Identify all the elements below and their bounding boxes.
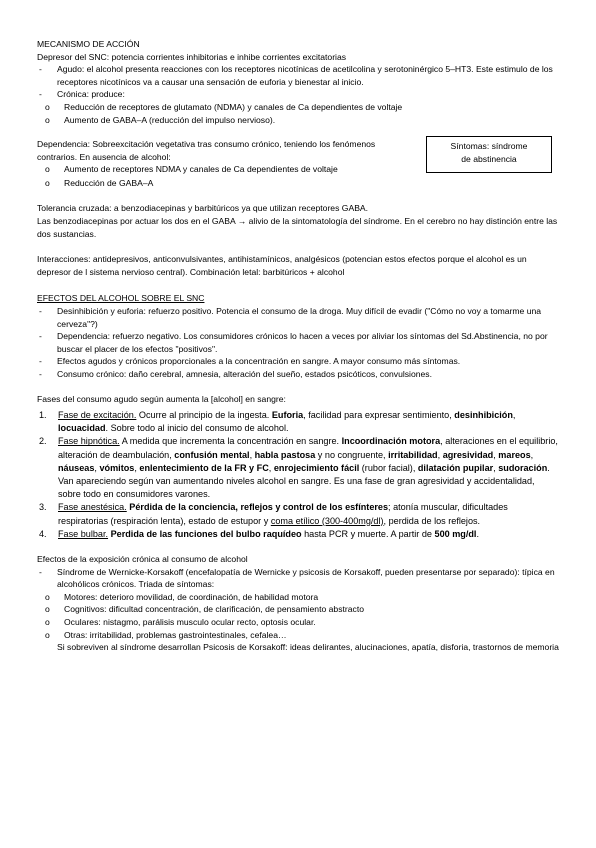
efectos-snc-section [37, 292, 559, 380]
efectos-snc-item: - Dependencia: refuerzo negativo. Los consumidores crónicos lo hacen a veces por aliviar los síntomas del Sd.Abstinencia, no por buscar el placer de los efectos "positivos". [37, 330, 559, 355]
fase-title: Fase anestésica. [58, 502, 127, 513]
fase-text: (rubor facial), [359, 462, 418, 473]
fase-bold: sudoración [498, 462, 548, 473]
mecanismo-line1: Depresor del SNC: potencia corrientes inhibitorias e inhibe corrientes excitatorias [37, 51, 347, 62]
fase-bold: irritabilidad [388, 449, 438, 460]
fase-text: , [512, 410, 516, 421]
mecanismo-list [37, 63, 559, 126]
fase-bold: enrojecimiento fácil [273, 462, 360, 473]
fase-item-3: 3. Fase anestésica. Pérdida de la conciencia, reflejos y control de los esfínteres; atonía muscular, dificultades respiratorias (respiración lenta), estado de estupor y coma etílico (300-400mg/dl), perdida de los reflejos. [39, 502, 508, 526]
fase-text: , [94, 462, 100, 473]
fase-text: , [530, 449, 534, 460]
fases-list [37, 409, 559, 541]
fase-bold: vómitos [99, 462, 135, 473]
tolerancia-section [37, 202, 559, 240]
fase-bold: Perdida de las funciones del bulbo raquídeo [108, 528, 302, 539]
korsakoff-text: Si sobreviven al síndrome desarrollan Psicosis de Korsakoff: ideas delirantes, alucinaciones, apatía, disforia, trastornos de memoria [57, 642, 559, 653]
fase-bold: mareos [498, 449, 531, 460]
interacciones-section [37, 253, 559, 278]
efectos-snc-item: - Desinhibición y euforia: refuerzo positivo. Potencia el consumo de la droga. Muy difícil de evadir ("Cómo no voy a tomarme una cerveza"?) [37, 305, 559, 330]
fase-bold: agresividad [442, 449, 494, 460]
fase-text: , alteraciones en el equilibrio, alteración de deambulación, [58, 436, 558, 460]
cronica-title: Efectos de la exposición crónica al consumo de alcohol [37, 554, 248, 565]
mecanismo-agudo: - Agudo: el alcohol presenta reacciones con los receptores nicotínicas de acetilcolina y serotoninérgico 5–HT3. Este estimulo de los receptores nicotínicos va a causar una sensación de euforia y bienestar al inicio. [37, 63, 559, 88]
fases-intro: Fases del consumo agudo según aumenta la [alcohol] en sangre: [37, 394, 286, 405]
mecanismo-cronica-item: o Reducción de receptores de glutamato (NDMA) y canales de Ca dependientes de voltaje [37, 101, 559, 114]
fase-text: A medida que incrementa la concentración en sangre. [119, 436, 342, 447]
fase-item-2: 2. Fase hipnótica. A medida que incrementa la concentración en sangre. Incoordinación motora, alteraciones en el equilibrio, alteración de deambulación, confusión mental, habla pastosa y no congruente, irritabilidad, agresividad, mareos, náuseas, vómitos, enlentecimiento de la FR y FC, enrojecimiento fácil (rubor facial), dilatación pupilar, sudoración. Van apareciendo según van aumentando niveles alcohol en sangre. Es una fase de gran agresividad y accidentalidad, sobre todo en consumidores varones. [39, 436, 558, 500]
fase-item-1: 1. Fase de excitación. Ocurre al principio de la ingesta. Euforia, facilidad para expresar sentimiento, desinhibición, locuacidad. Sobre todo al inicio del consumo de alcohol. [39, 410, 516, 434]
fase-bold: Incoordinación motora [341, 436, 441, 447]
box-line-1: Síntomas: síndrome [450, 141, 528, 151]
wernicke-symptom: o Oculares: nistagmo, parálisis musculo ocular recto, optosis ocular. [37, 616, 559, 629]
fase-bold: 500 mg/dl [434, 528, 477, 539]
cronica-list [37, 566, 559, 654]
fase-underline: coma etílico (300-400mg/dl) [270, 515, 384, 526]
fase-text: hasta PCR y muerte. A partir de [301, 528, 435, 539]
fase-text: . Sobre todo al inicio del consumo de alcohol. [105, 423, 289, 434]
fase-text: . Van apareciendo según van aumentando niveles alcohol en sangre. Es una fase de gran agresividad y accidentalidad, sobre todo en consumidores varones. [58, 462, 550, 500]
fase-text: ; atonía muscular, dificultades respiratorias (respiración lenta), estado de estupor y [58, 502, 508, 526]
fase-text: , [249, 449, 255, 460]
wernicke-item [37, 566, 559, 654]
fase-bold: habla pastosa [254, 449, 316, 460]
fase-text: , [134, 462, 140, 473]
wernicke-symptom-list [37, 591, 559, 641]
fase-bold: Euforia [271, 410, 304, 421]
mecanismo-section [37, 38, 559, 126]
fase-text: , [493, 462, 499, 473]
dependencia-item: o Reducción de GABA–A [37, 177, 559, 191]
fase-title: Fase bulbar. [58, 528, 109, 539]
interacciones-text: Interacciones: antidepresivos, anticonvulsivantes, antihistamínicos, analgésicos (potencian estos efectos porque el alcohol es un depresor de l sistema nervioso central). Combinación letal: barbitúricos + alcohol [37, 254, 527, 277]
fase-item-4: 4. Fase bulbar. Perdida de las funciones del bulbo raquídeo hasta PCR y muerte. A partir de 500 mg/dl. [39, 528, 479, 539]
fase-text: , [437, 449, 443, 460]
fase-text: , [493, 449, 499, 460]
fase-text: , facilidad para expresar sentimiento, [303, 410, 455, 421]
document-page [37, 38, 559, 654]
fases-section [37, 393, 559, 541]
tolerancia-line1: Tolerancia cruzada: a benzodiacepinas y barbitúricos ya que utilizan receptores GABA. [37, 203, 369, 214]
sindrome-abstinencia-box [426, 136, 552, 173]
wernicke-symptom: o Otras: irritabilidad, problemas gastrointestinales, cefalea… [37, 629, 559, 642]
efectos-snc-title: EFECTOS DEL ALCOHOL SOBRE EL SNC [37, 293, 205, 304]
fase-bold: náuseas [58, 462, 95, 473]
fase-bold: desinhibición [454, 410, 513, 421]
fase-title: Fase hipnótica. [58, 436, 120, 447]
fase-text: , [268, 462, 274, 473]
fase-bold: dilatación pupilar [417, 462, 494, 473]
wernicke-symptom: o Cognitivos: dificultad concentración, de clarificación, de pensamiento abstracto [37, 603, 559, 616]
fase-bold: Pérdida de la conciencia, reflejos y control de los esfínteres [126, 502, 389, 513]
fase-text: Ocurre al principio de la ingesta. [136, 410, 272, 421]
fase-bold: locuacidad [58, 423, 106, 434]
mecanismo-cronica [37, 88, 559, 126]
mecanismo-cronica-label: Crónica: produce: [57, 89, 125, 100]
box-line-2: de abstinencia [461, 154, 517, 164]
fase-bold: confusión mental [174, 449, 250, 460]
fase-title: Fase de excitación. [58, 410, 137, 421]
wernicke-symptom: o Motores: deterioro movilidad, de coordinación, de habilidad motora [37, 591, 559, 604]
efectos-snc-item: - Efectos agudos y crónicos proporcionales a la concentración en sangre. A mayor consumo más síntomas. [37, 355, 559, 368]
fase-text: , perdida de los reflejos. [383, 515, 481, 526]
mecanismo-cronica-item: o Aumento de GABA–A (reducción del impulso nervioso). [37, 114, 559, 127]
tolerancia-line2: Las benzodiacepinas por actuar los dos en el GABA → alivio de la sintomatología del síndrome. En el cerebro no hay distinción entre las dos sustancias. [37, 215, 558, 239]
fase-bold: enlentecimiento de la FR y FC [139, 462, 269, 473]
wernicke-text: Síndrome de Wernicke-Korsakoff (encefalopatía de Wernicke y psicosis de Korsakoff, pueden presentarse por separado): típica en alcohólicos crónicos. Triada de síntomas: [57, 566, 555, 590]
fase-text: y no congruente, [315, 449, 389, 460]
efectos-snc-item: - Consumo crónico: daño cerebral, amnesia, alteración del sueño, estados psicóticos, convulsiones. [37, 368, 559, 381]
efectos-snc-list [37, 305, 559, 381]
dependencia-item: o Aumento de receptores NDMA y canales de Ca dependientes de voltaje [37, 163, 559, 177]
cronica-section [37, 553, 559, 654]
mecanismo-title: MECANISMO DE ACCIÓN [37, 39, 140, 49]
mecanismo-cronica-list [37, 101, 559, 126]
dependencia-text: Dependencia: Sobreexcitación vegetativa tras consumo crónico, teniendo los fenómenos contrarios. En ausencia de alcohol: [37, 139, 376, 162]
fase-text: . [476, 528, 479, 539]
